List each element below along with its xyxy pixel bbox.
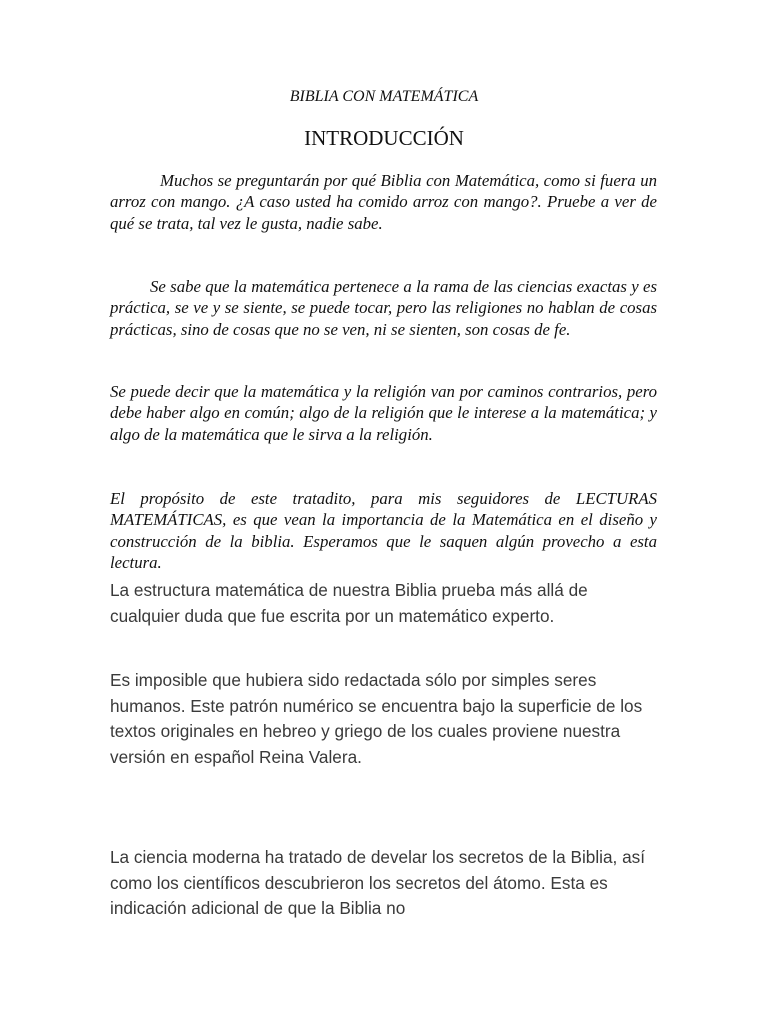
paragraph-ciencias-exactas: Se sabe que la matemática pertenece a la rama de las ciencias exactas y es práctica, se ve y se siente, se puede tocar, pero las religiones no hablan de cosas prácticas, sino de cosas que no se ven, ni se sienten, son cosas de fe. <box>110 277 657 339</box>
paragraph-arroz-con-mango: Muchos se preguntarán por qué Biblia con Matemática, como si fuera un arroz con mango. ¿A caso usted ha comido arroz con mango?. Pruebe a ver de qué se trata, tal vez le gusta, nadie sabe. <box>110 171 657 233</box>
document-heading: INTRODUCCIÓN <box>304 126 464 150</box>
paragraph-patron-numerico: Es imposible que hubiera sido redactada sólo por simples seres humanos. Este patrón numérico se encuentra bajo la superficie de los textos originales en hebreo y griego de los cuales proviene nuestra versión en español Reina Valera. <box>110 670 643 767</box>
paragraph-caminos-contrarios: Se puede decir que la matemática y la religión van por caminos contrarios, pero debe haber algo en común; algo de la religión que le interese a la matemática; y algo de la matemática que le sirva a la religión. <box>110 382 657 444</box>
paragraph-ciencia-moderna: La ciencia moderna ha tratado de develar los secretos de la Biblia, así como los científicos descubrieron los secretos del átomo. Esta es indicación adicional de que la Biblia no <box>110 847 646 918</box>
paragraph-proposito: El propósito de este tratadito, para mis seguidores de LECTURAS MATEMÁTICAS, es que vean la importancia de la Matemática en el diseño y construcción de la biblia. Esperamos que le saquen algún provecho a esta lectura. <box>110 489 657 572</box>
paragraph-estructura-matematica: La estructura matemática de nuestra Biblia prueba más allá de cualquier duda que fue escrita por un matemático experto. <box>110 580 588 626</box>
document-subtitle: BIBLIA CON MATEMÁTICA <box>289 88 479 105</box>
